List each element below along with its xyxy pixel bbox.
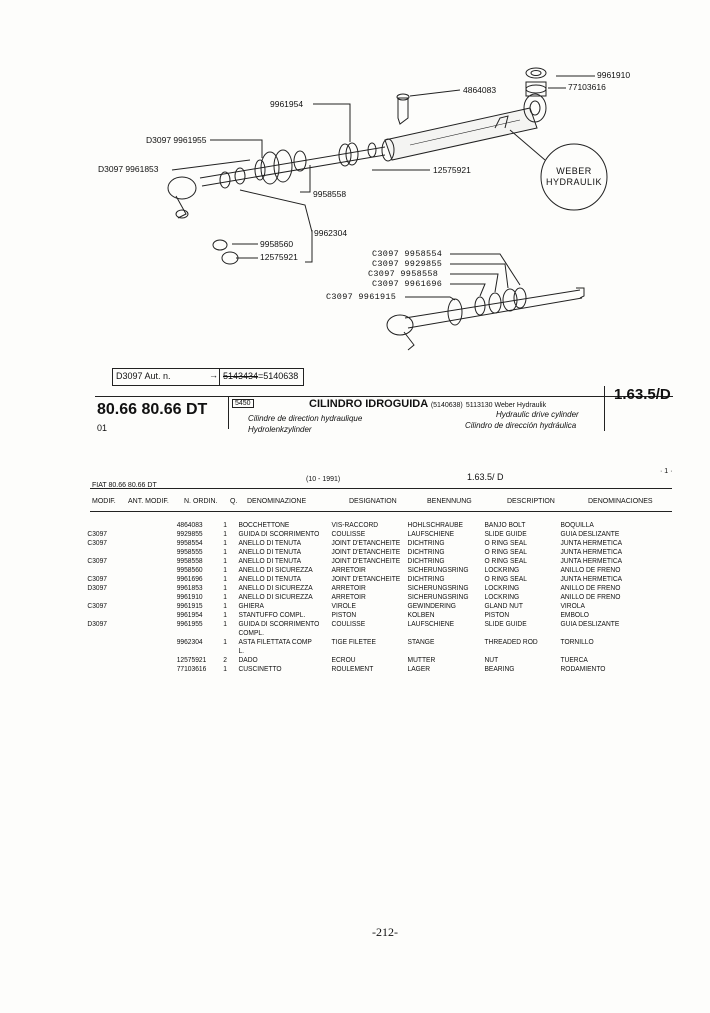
cell-it: GUIDA DI SCORRIMENTO [238,621,320,628]
table-row [0,638,675,647]
table-columns [0,498,710,510]
cell-en: LOCKRING [484,567,520,574]
weber-hydraulik-label [541,166,607,188]
cell-de: LAUFSCHIENE [407,531,455,538]
table-left-title: FIAT 80.66 80.66 DT [92,482,157,489]
table-row [0,593,675,602]
cell-q: 2 [223,657,227,664]
cell-it: GHIERA [238,603,264,610]
page-code: 1.63.5/D [614,386,671,403]
header-divider-right [604,386,605,431]
cell-modif: C3097 [87,576,108,583]
cell-de: MUTTER [407,657,436,664]
cell-q: 1 [223,549,227,556]
col-header: DENOMINACIONES [588,498,653,505]
cell-ordin: 9961955 [176,621,203,628]
cell-it: ANELLO DI SICUREZZA [238,567,313,574]
cell-fr: ROULEMENT [331,666,374,673]
cell-es: JUNTA HERMETICA [560,576,623,583]
cell-de: DICHTRING [407,540,445,547]
table-rule-2 [90,511,672,512]
cell-modif: C3097 [87,558,108,565]
cell-es: JUNTA HERMETICA [560,540,623,547]
part-label: 12575921 [260,252,298,262]
model-title: 80.66 80.66 DT [97,401,208,418]
title-en: Hydraulic drive cylinder [496,410,579,419]
cell-modif: D3097 [87,621,108,628]
cell-es: ANILLO DE FRENO [560,567,621,574]
col-header: N. ORDIN. [184,498,218,505]
cell-it: DADO [238,657,258,664]
cell-es: RODAMIENTO [560,666,606,673]
cell-q: 1 [223,540,227,547]
cell-modif: C3097 [87,540,108,547]
cell-ordin: 12575921 [176,657,207,664]
cell-it: CUSCINETTO [238,666,282,673]
col-header: DESCRIPTION [507,498,555,505]
table-row [0,611,675,620]
cell-fr: COULISSE [331,531,366,538]
title-es: Cilindro de dirección hydráulica [465,421,577,430]
cell-q: 1 [223,603,227,610]
cell-de: KOLBEN [407,612,435,619]
table-row [0,521,675,530]
col-header: MODIF. [92,498,116,505]
table-row [0,530,675,539]
part-label: 9962304 [314,228,348,238]
table-row [0,602,675,611]
header-divider [228,397,229,429]
part-label: D3097 9961853 [98,164,159,174]
cell-fr: VIROLE [331,603,356,610]
cell-de: SICHERUNGSRING [407,585,469,592]
cell-de: STANGE [407,639,435,646]
cell-modif: C3097 [87,531,108,538]
cell-q: 1 [223,531,227,538]
title-ref: (5140638) [430,402,463,409]
cell-it: ASTA FILETTATA COMP [238,639,312,646]
cell-de: HOHLSCHRAUBE [407,522,463,529]
part-label: C3097 9961696 [372,279,443,289]
weber-label-line: HYDRAULIK [545,177,602,187]
cell-es: ANILLO DE FRENO [560,594,621,601]
table-date: (10 - 1991) [306,476,341,483]
cell-en: SLIDE GUIDE [484,531,527,538]
title-fr: Cilindre de direction hydraulique [248,414,363,423]
cell-fr: ARRETOIR [331,585,366,592]
cell-fr: PISTON [331,612,357,619]
cell-ordin: 9961910 [176,594,203,601]
aut-new-number: =5140638 [258,371,299,381]
cell-ordin: 9958560 [176,567,203,574]
table-row [0,665,675,674]
cell-ordin: 9958555 [176,549,203,556]
model-sub: 01 [97,423,108,433]
cell-ordin: 77103616 [176,666,207,673]
cell-en: NUT [484,657,499,664]
cell-ordin: 9929855 [176,531,203,538]
cell-ordin: 9961915 [176,603,203,610]
col-header: DESIGNATION [349,498,397,505]
title-text: CILINDRO IDROGUIDA [309,398,428,410]
cell-it: COMPL. [238,630,264,637]
part-label: 12575921 [433,165,471,175]
cell-en: THREADED ROD [484,639,538,646]
cell-en: O RING SEAL [484,540,527,547]
table-row [0,557,675,566]
cell-ordin: 9961954 [176,612,203,619]
cell-modif: D3097 [87,585,108,592]
cell-it: ANELLO DI SICUREZZA [238,594,313,601]
part-label: C3097 9961915 [326,292,397,302]
cell-de: GEWINDERING [407,603,456,610]
header-top-rule [95,396,673,397]
cell-fr: ARRETOIR [331,567,366,574]
col-header: BENENNUNG [427,498,472,505]
cell-q: 1 [223,639,227,646]
group-code-box: 5450 [232,399,254,408]
cell-fr: JOINT D'ETANCHEITE [331,540,401,547]
cell-q: 1 [223,612,227,619]
cell-en: O RING SEAL [484,558,527,565]
page-number: -212- [372,925,398,939]
part-label: 9958558 [313,189,347,199]
table-row [0,566,675,575]
cell-fr: ECROU [331,657,356,664]
cell-es: GUIA DESLIZANTE [560,621,620,628]
part-title [309,398,546,410]
part-label: 77103616 [568,82,606,92]
cell-es: TORNILLO [560,639,594,646]
cell-es: JUNTA HERMETICA [560,549,623,556]
cell-ordin: 9961696 [176,576,203,583]
table-row [0,575,675,584]
cell-de: SICHERUNGSRING [407,567,469,574]
cell-ordin: 9961853 [176,585,203,592]
cell-q: 1 [223,567,227,574]
cell-q: 1 [223,666,227,673]
cell-q: 1 [223,621,227,628]
col-header: ANT. MODIF. [128,498,169,505]
cell-es: JUNTA HERMETICA [560,558,623,565]
table-row [0,539,675,548]
title-de: Hydrolenkzylinder [248,425,312,434]
table-row [0,620,675,629]
cell-de: DICHTRING [407,558,445,565]
parts-table [0,521,675,691]
aut-divider [219,369,220,385]
cell-en: GLAND NUT [484,603,523,610]
cell-it: ANELLO DI TENUTA [238,558,302,565]
part-label: C3097 9929855 [372,259,443,269]
cell-es: EMBOLO [560,612,589,619]
cell-en: SLIDE GUIDE [484,621,527,628]
cell-q: 1 [223,576,227,583]
table-code: 1.63.5/ D [467,472,504,482]
table-row [0,629,675,638]
cell-es: BOQUILLA [560,522,594,529]
cell-en: LOCKRING [484,585,520,592]
cell-ordin: 9958558 [176,558,203,565]
table-page: · 1 · [660,468,673,475]
cell-it: STANTUFFO COMPL. [238,612,306,619]
part-label: C3097 9958554 [372,249,443,259]
cell-it: L. [238,648,245,655]
cell-q: 1 [223,558,227,565]
cell-de: DICHTRING [407,576,445,583]
col-header: Q. [230,498,238,505]
weber-label-line: WEBER [556,166,592,176]
cell-it: GUIDA DI SCORRIMENTO [238,531,320,538]
cell-q: 1 [223,522,227,529]
cell-it: ANELLO DI TENUTA [238,576,302,583]
cell-q: 1 [223,585,227,592]
cell-fr: JOINT D'ETANCHEITE [331,576,401,583]
table-row [0,584,675,593]
part-label: C3097 9958558 [368,269,439,279]
cell-fr: COULISSE [331,621,366,628]
part-label: 9958560 [260,239,294,249]
cell-ordin: 9962304 [176,639,203,646]
cell-en: O RING SEAL [484,576,527,583]
cell-es: GUIA DESLIZANTE [560,531,620,538]
table-row [0,647,675,656]
cell-fr: ARRETOIR [331,594,366,601]
table-rule-1 [90,488,672,489]
cell-de: LAGER [407,666,431,673]
cell-es: TUERCA [560,657,588,664]
cell-de: DICHTRING [407,549,445,556]
part-label: 9961910 [597,70,631,80]
cell-en: PISTON [484,612,510,619]
cell-es: VIROLA [560,603,585,610]
cell-en: LOCKRING [484,594,520,601]
cell-q: 1 [223,594,227,601]
cell-it: ANELLO DI TENUTA [238,540,302,547]
aut-label: D3097 Aut. n. [116,371,171,381]
col-header: DENOMINAZIONE [247,498,307,505]
cell-fr: TIGE FILETEE [331,639,376,646]
cell-ordin: 4864083 [176,522,203,529]
cell-it: ANELLO DI SICUREZZA [238,585,313,592]
table-row [0,656,675,665]
arrow-icon: → [209,370,218,380]
cell-it: ANELLO DI TENUTA [238,549,302,556]
cell-it: BOCCHETTONE [238,522,290,529]
table-row [0,548,675,557]
cell-de: SICHERUNGSRING [407,594,469,601]
cell-de: LAUFSCHIENE [407,621,455,628]
cell-en: BANJO BOLT [484,522,526,529]
cell-en: BEARING [484,666,515,673]
cell-fr: JOINT D'ETANCHEITE [331,549,401,556]
part-label: 9961954 [270,99,304,109]
cell-ordin: 9958554 [176,540,203,547]
aut-old-number: 5143434 [223,371,259,381]
cell-es: ANILLO DE FRENO [560,585,621,592]
cell-modif: C3097 [87,603,108,610]
part-label: D3097 9961955 [146,135,207,145]
cell-en: O RING SEAL [484,549,527,556]
aut-box [112,368,304,386]
cell-fr: VIS-RACCORD [331,522,379,529]
part-label: 4864083 [463,85,497,95]
cell-fr: JOINT D'ETANCHEITE [331,558,401,565]
supplier: 5113130 Weber Hydraulik [465,402,547,409]
